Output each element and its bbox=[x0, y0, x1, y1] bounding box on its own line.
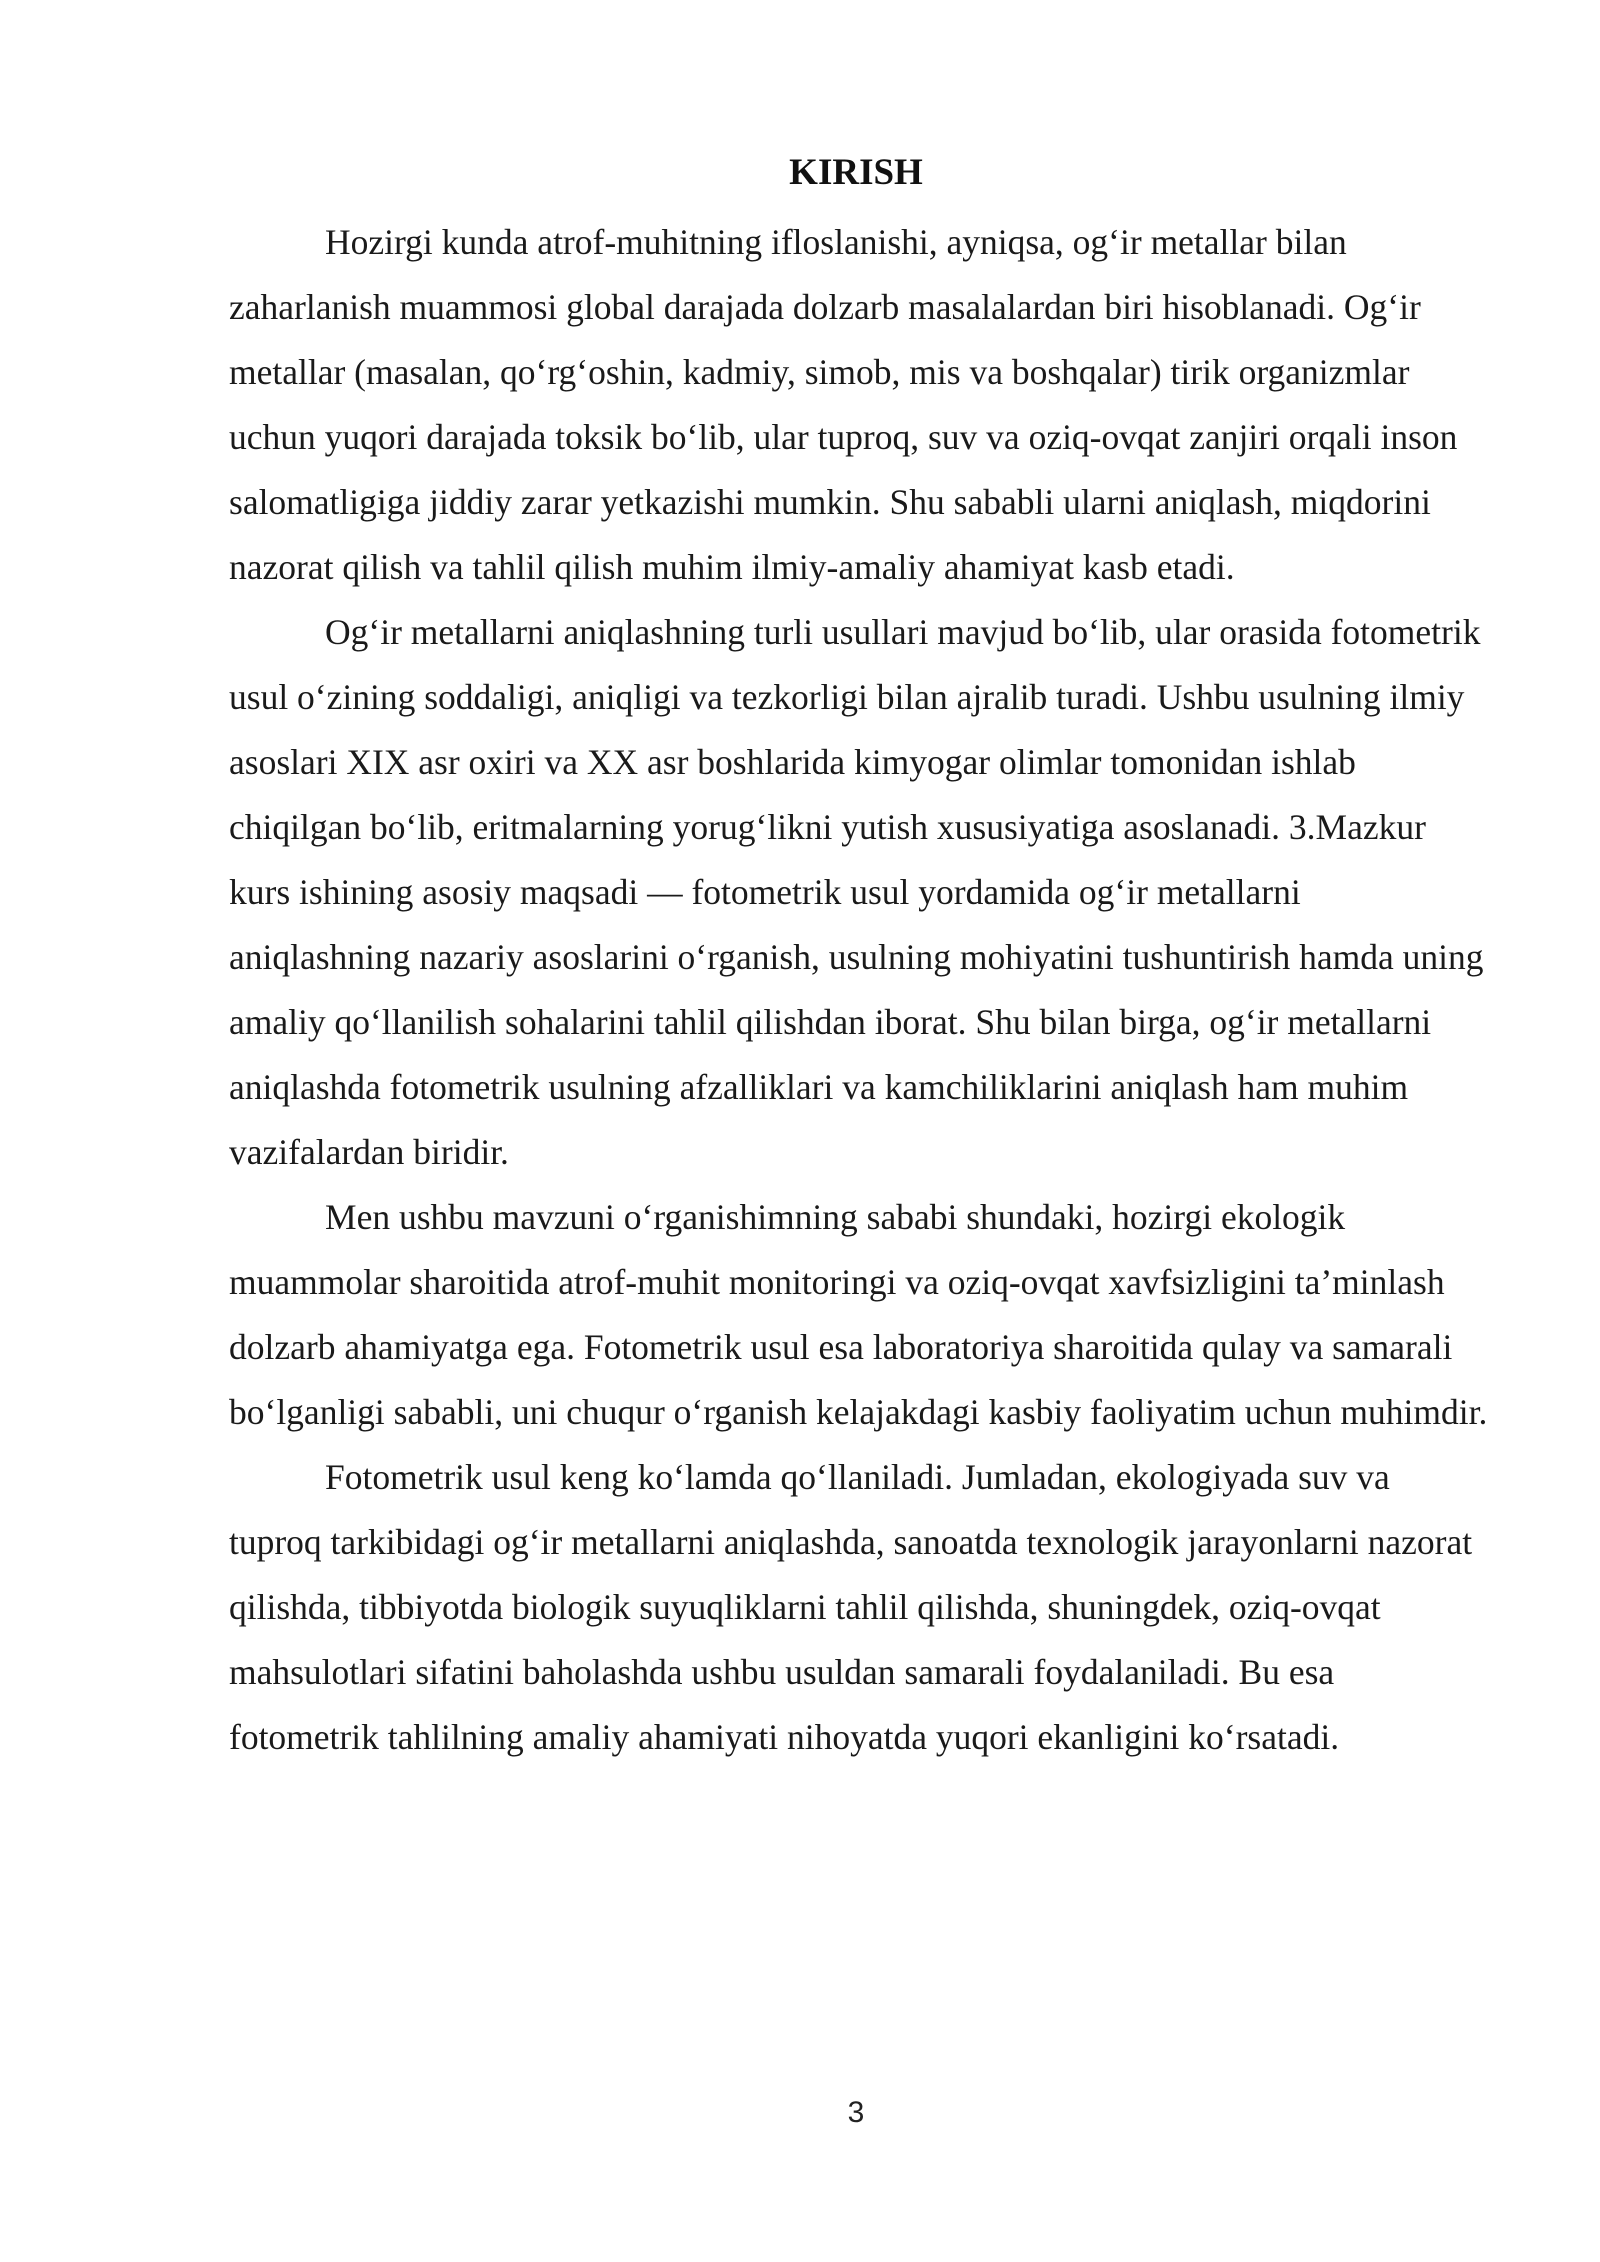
paragraph-motivation: Men ushbu mavzuni o‘rganishimning sababi shundaki, hozirgi ekologik muammolar sharoitida atrof-muhit monitoringi va oziq-ovqat xavfsizligini ta’minlash dolzarb ahamiyatga ega. Fotometrik usul esa laboratoriya sharoitida qulay va samarali bo‘lganligi sababli, uni chuqur o‘rganish kelajakdagi kasbiy faoliyatim uchun muhimdir. bbox=[229, 1197, 1488, 1432]
paragraph-intro: Hozirgi kunda atrof-muhitning ifloslanishi, ayniqsa, og‘ir metallar bilan zaharlanish muammosi global darajada dolzarb masalalardan biri hisoblanadi. Og‘ir metallar (masalan, qo‘rg‘oshin, kadmiy, simob, mis va boshqalar) tirik organizmlar uchun yuqori darajada toksik bo‘lib, ular tuproq, suv va oziq-ovqat zanjiri orqali inson salomatligiga jiddiy zarar yetkazishi mumkin. Shu sababli ularni aniqlash, miqdorini nazorat qilish va tahlil qilish muhim ilmiy-amaliy ahamiyat kasb etadi. bbox=[229, 222, 1458, 587]
body-text bbox=[229, 210, 1491, 1770]
page-heading: KIRISH bbox=[789, 152, 923, 193]
page-number: 3 bbox=[847, 2096, 865, 2129]
paragraph-applications: Fotometrik usul keng ko‘lamda qo‘llaniladi. Jumladan, ekologiyada suv va tuproq tarkibidagi og‘ir metallarni aniqlashda, sanoatda texnologik jarayonlarni nazorat qilishda, tibbiyotda biologik suyuqliklarni tahlil qilishda, shuningdek, oziq-ovqat mahsulotlari sifatini baholashda ushbu usuldan samarali foydalaniladi. Bu esa fotometrik tahlilning amaliy ahamiyati nihoyatda yuqori ekanligini ko‘rsatadi. bbox=[229, 1457, 1473, 1757]
paragraph-methods: Og‘ir metallarni aniqlashning turli usullari mavjud bo‘lib, ular orasida fotometrik usul o‘zining soddaligi, aniqligi va tezkorligi bilan ajralib turadi. Ushbu usulning ilmiy asoslari XIX asr oxiri va XX asr boshlarida kimyogar olimlar tomonidan ishlab chiqilgan bo‘lib, eritmalarning yorug‘likni yutish xususiyatiga asoslanadi. 3.Mazkur kurs ishining asosiy maqsadi — fotometrik usul yordamida og‘ir metallarni aniqlashning nazariy asoslarini o‘rganish, usulning mohiyatini tushuntirish hamda uning amaliy qo‘llanilish sohalarini tahlil qilishdan iborat. Shu bilan birga, og‘ir metallarni aniqlashda fotometrik usulning afzalliklari va kamchiliklarini aniqlash ham muhim vazifalardan biridir. bbox=[229, 612, 1484, 1172]
